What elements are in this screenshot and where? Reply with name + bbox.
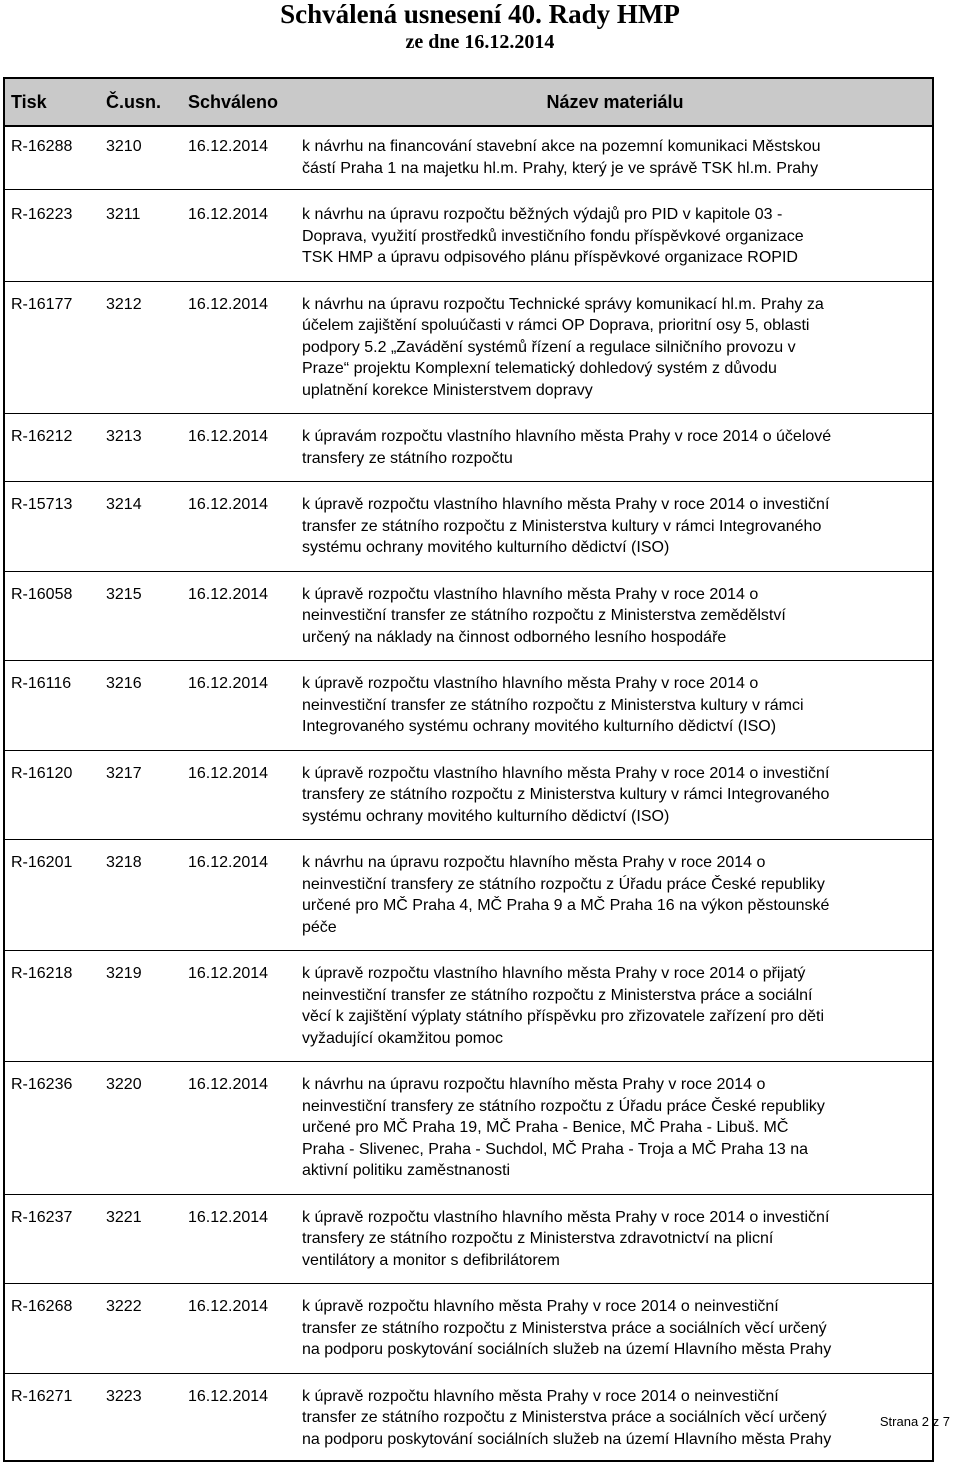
table-row — [4, 951, 933, 1062]
title-line: transfer ze státního rozpočtu z Ministerstva práce a sociálních věcí určený — [302, 1319, 827, 1337]
column-header-schvaleno: Schváleno — [182, 78, 298, 126]
table-row — [4, 281, 933, 414]
cell-date: 16.12.2014 — [182, 482, 298, 572]
title-line: na podporu poskytování sociálních služeb na území Hlavního města Prahy — [302, 1430, 832, 1448]
cell-date: 16.12.2014 — [182, 840, 298, 951]
table-header-row — [4, 78, 933, 126]
title-line: k úpravě rozpočtu vlastního hlavního města Prahy v roce 2014 o — [302, 585, 759, 603]
document-title-block — [0, 0, 960, 54]
title-line: péče — [302, 918, 337, 936]
table-row — [4, 571, 933, 661]
table-row — [4, 1284, 933, 1374]
cell-tisk: R-16120 — [4, 750, 100, 840]
cell-tisk: R-15713 — [4, 482, 100, 572]
table-row — [4, 414, 933, 482]
cell-usn: 3212 — [100, 281, 182, 414]
document-title: Schválená usnesení 40. Rady HMP — [280, 0, 680, 29]
cell-date: 16.12.2014 — [182, 281, 298, 414]
cell-date: 16.12.2014 — [182, 1284, 298, 1374]
table-row — [4, 1062, 933, 1195]
cell-title — [298, 571, 933, 661]
cell-tisk: R-16268 — [4, 1284, 100, 1374]
cell-usn: 3223 — [100, 1373, 182, 1461]
title-line: k úpravě rozpočtu vlastního hlavního města Prahy v roce 2014 o investiční — [302, 1208, 830, 1226]
cell-date: 16.12.2014 — [182, 1062, 298, 1195]
title-line: transfer ze státního rozpočtu z Ministerstva kultury v rámci Integrovaného — [302, 517, 822, 535]
cell-usn: 3211 — [100, 190, 182, 282]
cell-title — [298, 951, 933, 1062]
title-line: k návrhu na úpravu rozpočtu běžných výdajů pro PID v kapitole 03 - — [302, 206, 783, 223]
cell-tisk: R-16058 — [4, 571, 100, 661]
title-line: k návrhu na úpravu rozpočtu Technické správy komunikací hl.m. Prahy za — [302, 295, 824, 313]
cell-title — [298, 281, 933, 414]
title-line: k návrhu na úpravu rozpočtu hlavního města Prahy v roce 2014 o — [302, 1076, 766, 1093]
cell-tisk: R-16237 — [4, 1194, 100, 1284]
cell-date: 16.12.2014 — [182, 1373, 298, 1461]
table-row — [4, 190, 933, 282]
title-line: k úpravě rozpočtu vlastního hlavního města Prahy v roce 2014 o investiční — [302, 764, 830, 782]
title-line: k úpravě rozpočtu vlastního hlavního města Prahy v roce 2014 o investiční — [302, 496, 830, 513]
title-line: k návrhu na financování stavební akce na pozemní komunikaci Městskou — [302, 138, 821, 155]
cell-date: 16.12.2014 — [182, 414, 298, 482]
table-body — [4, 126, 933, 1461]
title-line: uplatnění korekce Ministerstvem dopravy — [302, 381, 593, 399]
title-line: k úpravě rozpočtu hlavního města Prahy v roce 2014 o neinvestiční — [302, 1387, 779, 1405]
title-line: k návrhu na úpravu rozpočtu hlavního města Prahy v roce 2014 o — [302, 854, 766, 871]
table-row — [4, 126, 933, 190]
cell-usn: 3221 — [100, 1194, 182, 1284]
title-line: neinvestiční transfery ze státního rozpočtu z Úřadu práce České republiky — [302, 1097, 825, 1115]
column-header-nazev: Název materiálu — [298, 78, 933, 126]
cell-usn: 3215 — [100, 571, 182, 661]
title-line: ventilátory a monitor s defibrilátorem — [302, 1251, 560, 1269]
cell-tisk: R-16218 — [4, 951, 100, 1062]
title-line: Praze“ projektu Komplexní telematický dohledový systém z důvodu — [302, 360, 777, 377]
resolutions-table — [3, 77, 934, 1462]
title-line: určené pro MČ Praha 19, MČ Praha - Benice, MČ Praha - Libuš. MČ — [302, 1119, 789, 1136]
title-line: transfery ze státního rozpočtu z Ministerstva kultury v rámci Integrovaného — [302, 786, 830, 803]
title-line: aktivní politiku zaměstnanosti — [302, 1162, 511, 1179]
cell-title — [298, 414, 933, 482]
title-line: podpory 5.2 „Zavádění systémů řízení a regulace silničního provozu v — [302, 338, 796, 356]
cell-tisk: R-16177 — [4, 281, 100, 414]
title-line: Praha - Slivenec, Praha - Suchdol, MČ Praha - Troja a MČ Praha 13 na — [302, 1140, 809, 1158]
cell-tisk: R-16212 — [4, 414, 100, 482]
cell-title — [298, 750, 933, 840]
table-row — [4, 661, 933, 751]
cell-tisk: R-16236 — [4, 1062, 100, 1195]
cell-tisk: R-16223 — [4, 190, 100, 282]
cell-title — [298, 126, 933, 190]
title-line: vyžadující okamžitou pomoc — [302, 1029, 503, 1047]
cell-usn: 3219 — [100, 951, 182, 1062]
title-line: určený na náklady na činnost odborného lesního hospodáře — [302, 628, 727, 646]
cell-title — [298, 190, 933, 282]
title-line: transfery ze státního rozpočtu — [302, 449, 513, 467]
cell-date: 16.12.2014 — [182, 1194, 298, 1284]
cell-date: 16.12.2014 — [182, 571, 298, 661]
column-header-usn: Č.usn. — [100, 78, 182, 126]
cell-usn: 3222 — [100, 1284, 182, 1374]
title-line: neinvestiční transfery ze státního rozpočtu z Úřadu práce České republiky — [302, 875, 825, 893]
title-line: k úpravám rozpočtu vlastního hlavního města Prahy v roce 2014 o účelové — [302, 428, 832, 445]
title-line: neinvestiční transfer ze státního rozpočtu z Ministerstva kultury v rámci — [302, 696, 804, 714]
page-number: Strana 2 z 7 — [879, 1414, 950, 1429]
title-line: systému ochrany movitého kulturního dědictví (ISO) — [302, 807, 670, 825]
title-line: věcí k zajištění výplaty státního příspěvku pro zřizovatele zařízení pro děti — [302, 1008, 825, 1025]
cell-tisk: R-16116 — [4, 661, 100, 751]
cell-date: 16.12.2014 — [182, 190, 298, 282]
cell-usn: 3220 — [100, 1062, 182, 1195]
title-line: neinvestiční transfer ze státního rozpočtu z Ministerstva práce a sociální — [302, 986, 813, 1004]
document-subtitle: ze dne 16.12.2014 — [405, 31, 555, 53]
cell-usn: 3216 — [100, 661, 182, 751]
title-line: TSK HMP a úpravu odpisového plánu příspěvkové organizace ROPID — [302, 249, 798, 266]
title-line: neinvestiční transfer ze státního rozpočtu z Ministerstva zemědělství — [302, 607, 786, 624]
table-row — [4, 1373, 933, 1461]
title-line: k úpravě rozpočtu vlastního hlavního města Prahy v roce 2014 o přijatý — [302, 965, 806, 982]
title-line: Doprava, využití prostředků investičního fondu příspěvkové organizace — [302, 227, 804, 245]
table-row — [4, 840, 933, 951]
table-row — [4, 750, 933, 840]
cell-date: 16.12.2014 — [182, 750, 298, 840]
table-row — [4, 482, 933, 572]
title-line: částí Praha 1 na majetku hl.m. Prahy, který je ve správě TSK hl.m. Prahy — [302, 159, 819, 177]
cell-usn: 3210 — [106, 138, 142, 155]
cell-title — [298, 1373, 933, 1461]
cell-usn: 3213 — [100, 414, 182, 482]
cell-title — [298, 482, 933, 572]
cell-title — [298, 1194, 933, 1284]
cell-date: 16.12.2014 — [182, 951, 298, 1062]
cell-date: 16.12.2014 — [188, 138, 269, 155]
title-line: určené pro MČ Praha 4, MČ Praha 9 a MČ Praha 16 na výkon pěstounské — [302, 897, 830, 914]
cell-usn: 3214 — [100, 482, 182, 572]
title-line: účelem zajištění spoluúčasti v rámci OP Doprava, prioritní osy 5, oblasti — [302, 317, 810, 334]
title-line: na podporu poskytování sociálních služeb na území Hlavního města Prahy — [302, 1341, 832, 1358]
cell-tisk: R-16271 — [4, 1373, 100, 1461]
table-row — [4, 1194, 933, 1284]
cell-title — [298, 661, 933, 751]
title-line: Integrovaného systému ochrany movitého kulturního dědictví (ISO) — [302, 718, 777, 735]
cell-usn: 3217 — [100, 750, 182, 840]
cell-title — [298, 1062, 933, 1195]
cell-date: 16.12.2014 — [182, 661, 298, 751]
column-header-tisk: Tisk — [4, 78, 100, 126]
title-line: k úpravě rozpočtu vlastního hlavního města Prahy v roce 2014 o — [302, 675, 759, 692]
title-line: transfer ze státního rozpočtu z Ministerstva práce a sociálních věcí určený — [302, 1409, 827, 1426]
cell-tisk: R-16288 — [11, 138, 73, 155]
cell-tisk: R-16201 — [4, 840, 100, 951]
title-line: systému ochrany movitého kulturního dědictví (ISO) — [302, 539, 670, 556]
cell-title — [298, 1284, 933, 1374]
title-line: k úpravě rozpočtu hlavního města Prahy v roce 2014 o neinvestiční — [302, 1298, 779, 1315]
cell-title — [298, 840, 933, 951]
cell-usn: 3218 — [100, 840, 182, 951]
title-line: transfery ze státního rozpočtu z Ministerstva zdravotnictví na plicní — [302, 1230, 774, 1247]
